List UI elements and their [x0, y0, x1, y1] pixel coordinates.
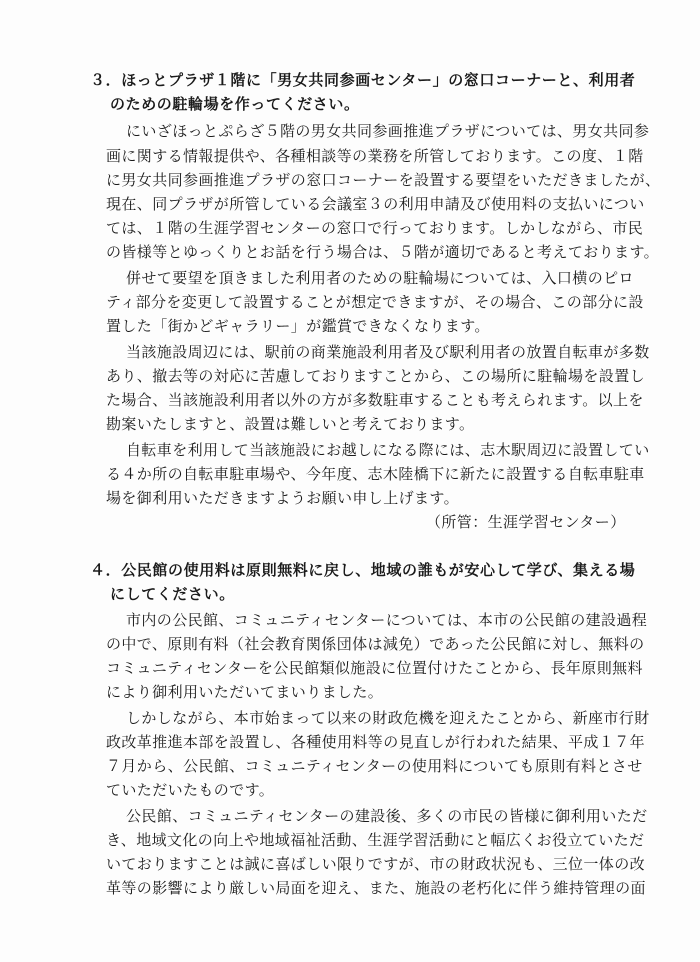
- paragraph-line: ていただいたものです。: [106, 781, 275, 799]
- paragraph-line: る４か所の自転車駐車場や、今年度、志木陸橋下に新たに設置する自転車駐車: [106, 465, 645, 483]
- paragraph-line: 革等の影響により厳しい局面を迎え、また、施設の老朽化に伴う維持管理の面: [106, 879, 646, 897]
- paragraph-line: に男女共同参画推進プラザの窓口コーナーを設置する要望をいただきましたが、: [106, 171, 661, 189]
- section-title-line: にしてください。: [110, 585, 235, 603]
- paragraph-line: き、地域文化の向上や地域福祉活動、生涯学習活動にと幅広くお役立ていただ: [106, 831, 645, 849]
- paragraph-line: た場合、当該施設利用者以外の方が多数駐車することも考えられます。以上を: [106, 391, 644, 409]
- paragraph-line: 市内の公民館、コミュニティセンターについては、本市の公民館の建設過程: [126, 611, 648, 629]
- paragraph-line: ティ部分を変更して設置することが想定できますが、その場合、この部分に設: [106, 293, 644, 311]
- paragraph-line: 場を御利用いただきますようお願い申し上げます。: [106, 489, 460, 507]
- responsible-department: （所管：生涯学習センター）: [426, 513, 626, 531]
- paragraph-line: ては、１階の生涯学習センターの窓口で行っております。しかしながら、市民: [106, 219, 644, 237]
- paragraph-line: 公民館、コミュニティセンターの建設後、多くの市民の皆様に御利用いただ: [126, 807, 648, 825]
- section-title-line: ４．公民館の使用料は原則無料に戻し、地域の誰もが安心して学び、集える場: [90, 561, 636, 579]
- section-title-line: のための駐輪場を作ってください。: [110, 95, 360, 113]
- paragraph-line: 勘案いたしますと、設置は難しいと考えております。: [106, 415, 475, 433]
- paragraph-line: あり、撤去等の対応に苦慮しておりますことから、この場所に駐輪場を設置し: [106, 367, 646, 385]
- paragraph-line: 自転車を利用して当該施設にお越しになる際には、志木駅周辺に設置してい: [126, 441, 650, 459]
- paragraph-line: 画に関する情報提供や、各種相談等の業務を所管しております。この度、１階: [106, 147, 644, 165]
- paragraph-line: の中で、原則有料（社会教育関係団体は減免）であった公民館に対し、無料の: [106, 635, 645, 653]
- paragraph-line: の皆様等とゆっくりとお話を行う場合は、５階が適切であると考えております。: [106, 243, 660, 261]
- paragraph-line: 併せて要望を頂きました利用者のための駐輪場については、入口横のピロ: [126, 269, 634, 287]
- paragraph-line: ７月から、公民館、コミュニティセンターの使用料についても原則有料とさせ: [106, 757, 643, 775]
- paragraph-line: にいざほっとぷらざ５階の男女共同参画推進プラザについては、男女共同参: [126, 122, 650, 140]
- section-title-line: ３．ほっとプラザ１階に「男女共同参画センター」の窓口コーナーと、利用者: [90, 71, 636, 89]
- paragraph-line: 置した「街かどギャラリー」が鑑賞できなくなります。: [106, 317, 490, 335]
- paragraph-line: コミュニティセンターを公民館類似施設に位置付けたことから、長年原則無料: [106, 659, 643, 677]
- paragraph-line: いておりますことは誠に喜ばしい限りですが、市の財政状況も、三位一体の改: [106, 855, 646, 873]
- paragraph-line: 当該施設周辺には、駅前の商業施設利用者及び駅利用者の放置自転車が多数: [126, 343, 650, 361]
- paragraph-line: により御利用いただいてまいりました。: [106, 683, 384, 701]
- paragraph-line: しかしながら、本市始まって以来の財政危機を迎えたことから、新座市行財: [126, 709, 650, 727]
- paragraph-line: 政改革推進本部を設置し、各種使用料等の見直しが行われた結果、平成１７年: [106, 733, 646, 751]
- paragraph-line: 現在、同プラザが所管している会議室３の利用申請及び使用料の支払いについ: [106, 195, 645, 213]
